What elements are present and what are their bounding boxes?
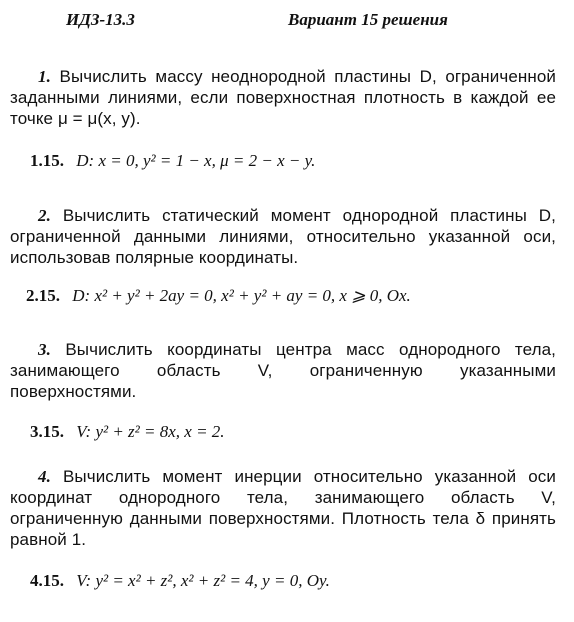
task-3-formula <box>30 421 225 443</box>
task-2-formula-number: 2.15. <box>26 286 60 305</box>
task-3-formula-number: 3.15. <box>30 422 64 441</box>
task-2-number: 2. <box>38 206 51 225</box>
task-3-text: Вычислить координаты центра масс однородного тела, занимающего область V, ограниченную указанными поверхностями. <box>10 340 557 401</box>
task-2-formula-expression: D: x² + y² + 2ay = 0, x² + y² + ay = 0, x ⩾ 0, Ox. <box>72 286 411 305</box>
task-2-text: Вычислить статический момент однородной пластины D, ограниченной данными линиями, относительно указанной оси, использовав полярные координаты. <box>10 206 556 267</box>
task-3-formula-expression: V: y² + z² = 8x, x = 2. <box>76 422 225 441</box>
task-4-number: 4. <box>38 467 51 486</box>
task-1-number: 1. <box>38 67 51 86</box>
task-4-text: Вычислить момент инерции относительно указанной оси координат однородного тела, занимающего область V, ограниченную данными поверхностями. Плотность тела δ принять равной 1. <box>10 467 556 549</box>
page-header <box>0 10 574 36</box>
assignment-code: ИДЗ-13.3 <box>66 10 135 29</box>
task-4-formula <box>30 570 330 592</box>
task-4-formula-number: 4.15. <box>30 571 64 590</box>
task-1-formula <box>30 150 315 172</box>
task-1-formula-expression: D: x = 0, y² = 1 − x, μ = 2 − x − y. <box>76 151 316 170</box>
task-3-number: 3. <box>38 340 51 359</box>
task-1-text: Вычислить массу неоднородной пластины D, ограниченной заданными линиями, если поверхностная плотность в каждой ее точке μ = μ(x, y). <box>10 67 557 128</box>
task-2-formula <box>26 285 411 307</box>
task-1-formula-number: 1.15. <box>30 151 64 170</box>
variant-title: Вариант 15 решения <box>288 10 448 29</box>
task-4-formula-expression: V: y² = x² + z², x² + z² = 4, y = 0, Oy. <box>76 571 330 590</box>
task-1-statement <box>10 66 556 129</box>
task-2-statement <box>10 205 556 268</box>
task-3-statement <box>10 339 556 402</box>
task-4-statement <box>10 466 556 550</box>
